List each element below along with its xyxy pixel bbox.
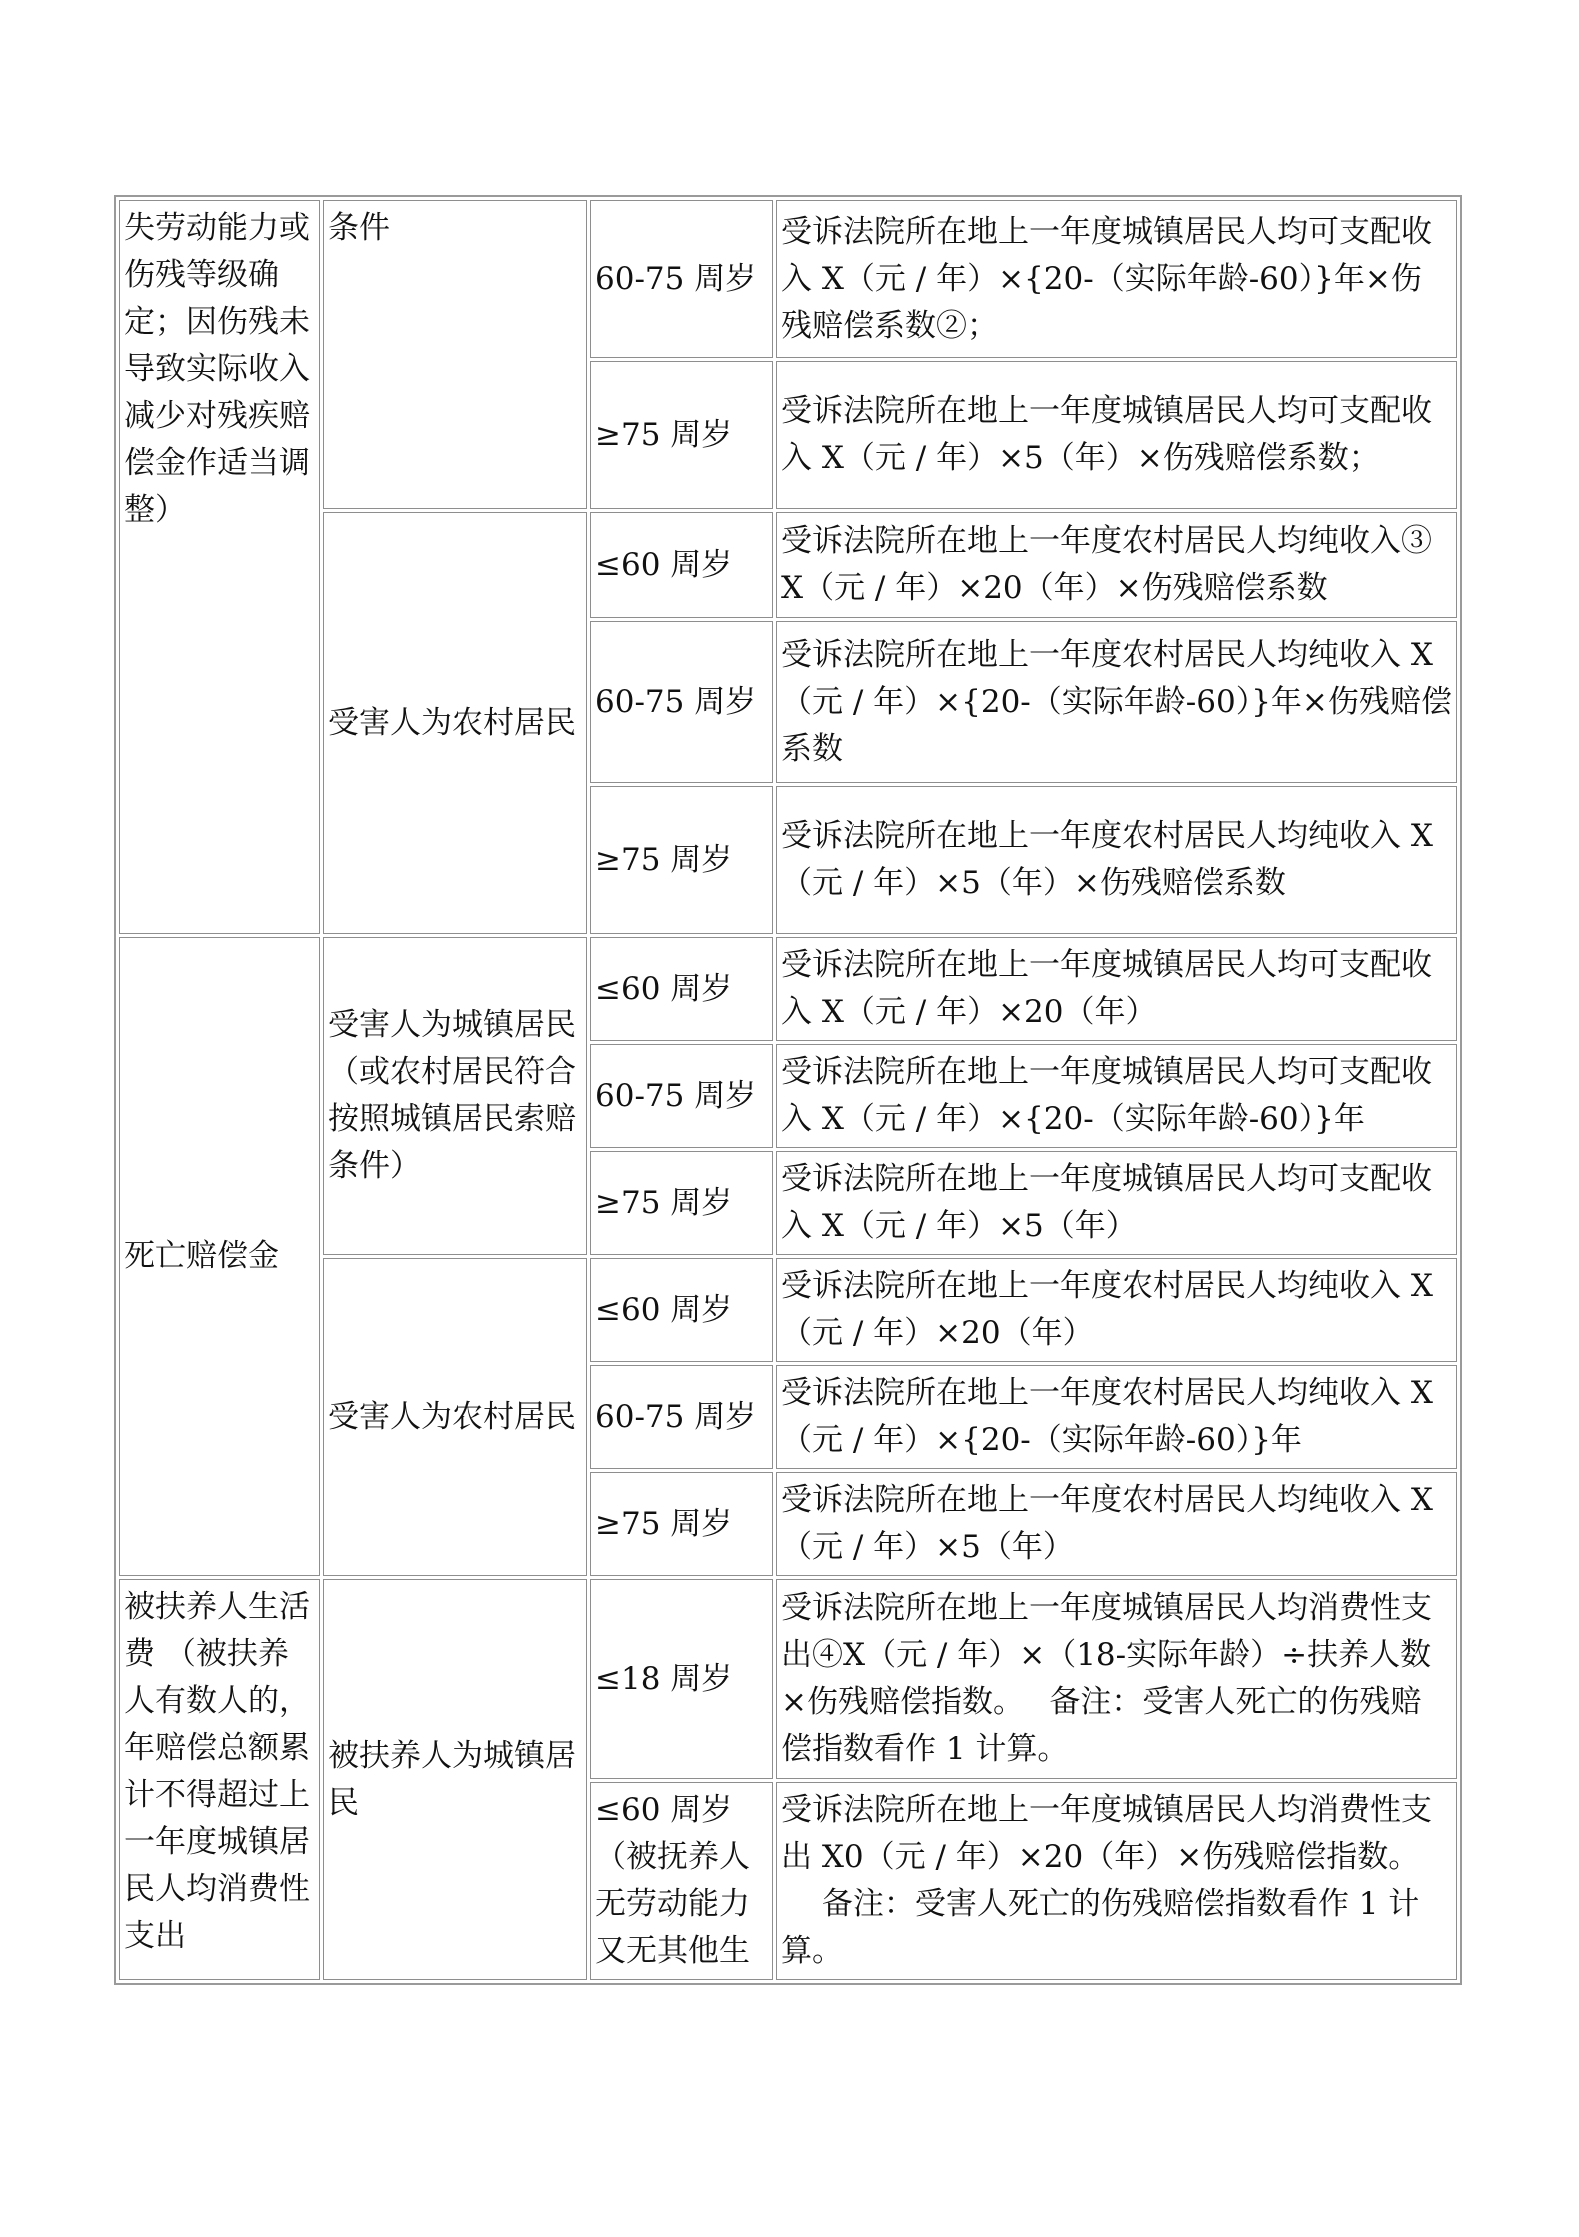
formula-cell: 受诉法院所在地上一年度农村居民人均纯收入 X（元 / 年）×5（年） [776,1472,1457,1576]
compensation-table [114,195,1462,1985]
age-cell: 60-75 周岁 [590,200,773,358]
age-cell: ≤60 周岁 [590,937,773,1041]
formula-cell: 受诉法院所在地上一年度城镇居民人均可支配收入 X（元 / 年）×20（年） [776,937,1457,1041]
formula-cell: 受诉法院所在地上一年度农村居民人均纯收入 X（元 / 年）×{20-（实际年龄-60）}年×伤残赔偿系数 [776,621,1457,783]
condition-cell: 受害人为城镇居民（或农村居民符合按照城镇居民索赔条件） [323,937,587,1255]
formula-cell: 受诉法院所在地上一年度城镇居民人均消费性支出 X0（元 / 年）×20（年）×伤残赔偿指数。 备注：受害人死亡的伤残赔偿指数看作 1 计算。 [776,1782,1457,1980]
condition-cell: 被扶养人为城镇居民 [323,1579,587,1980]
table-row [119,200,1457,358]
age-cell: ≤60 周岁 （被抚养人无劳动能力又无其他生 [590,1782,773,1980]
formula-cell: 受诉法院所在地上一年度城镇居民人均可支配收入 X（元 / 年）×5（年）×伤残赔偿系数； [776,361,1457,509]
category-cell: 失劳动能力或伤残等级确定；因伤残未导致实际收入减少对残疾赔偿金作适当调整） [119,200,320,934]
age-cell: ≥75 周岁 [590,1472,773,1576]
age-cell: 60-75 周岁 [590,621,773,783]
category-cell: 死亡赔偿金 [119,937,320,1576]
age-cell: ≥75 周岁 [590,361,773,509]
formula-cell: 受诉法院所在地上一年度城镇居民人均可支配收入 X（元 / 年）×{20-（实际年龄-60）}年×伤残赔偿系数②； [776,200,1457,358]
table-row [119,937,1457,1041]
condition-cell: 受害人为农村居民 [323,512,587,934]
formula-cell: 受诉法院所在地上一年度农村居民人均纯收入 X（元 / 年）×20（年） [776,1258,1457,1362]
age-cell: ≥75 周岁 [590,1151,773,1255]
age-cell: ≥75 周岁 [590,786,773,934]
formula-cell: 受诉法院所在地上一年度城镇居民人均可支配收入 X（元 / 年）×5（年） [776,1151,1457,1255]
formula-cell: 受诉法院所在地上一年度农村居民人均纯收入 X（元 / 年）×{20-（实际年龄-60）}年 [776,1365,1457,1469]
formula-cell: 受诉法院所在地上一年度城镇居民人均可支配收入 X（元 / 年）×{20-（实际年龄-60）}年 [776,1044,1457,1148]
formula-cell: 受诉法院所在地上一年度农村居民人均纯收入 X（元 / 年）×5（年）×伤残赔偿系数 [776,786,1457,934]
age-cell: 60-75 周岁 [590,1365,773,1469]
age-cell: ≤18 周岁 [590,1579,773,1779]
formula-cell: 受诉法院所在地上一年度农村居民人均纯收入③X（元 / 年）×20（年）×伤残赔偿系数 [776,512,1457,618]
table-row [119,1579,1457,1779]
condition-cell: 受害人为农村居民 [323,1258,587,1576]
age-cell: ≤60 周岁 [590,1258,773,1362]
category-cell: 被扶养人生活费 （被扶养人有数人的，年赔偿总额累计不得超过上一年度城镇居民人均消费性支出 [119,1579,320,1980]
age-cell: ≤60 周岁 [590,512,773,618]
age-cell: 60-75 周岁 [590,1044,773,1148]
condition-cell: 条件 [323,200,587,509]
formula-cell: 受诉法院所在地上一年度城镇居民人均消费性支出④X（元 / 年）×（18-实际年龄）÷扶养人数×伤残赔偿指数。 备注：受害人死亡的伤残赔偿指数看作 1 计算。 [776,1579,1457,1779]
